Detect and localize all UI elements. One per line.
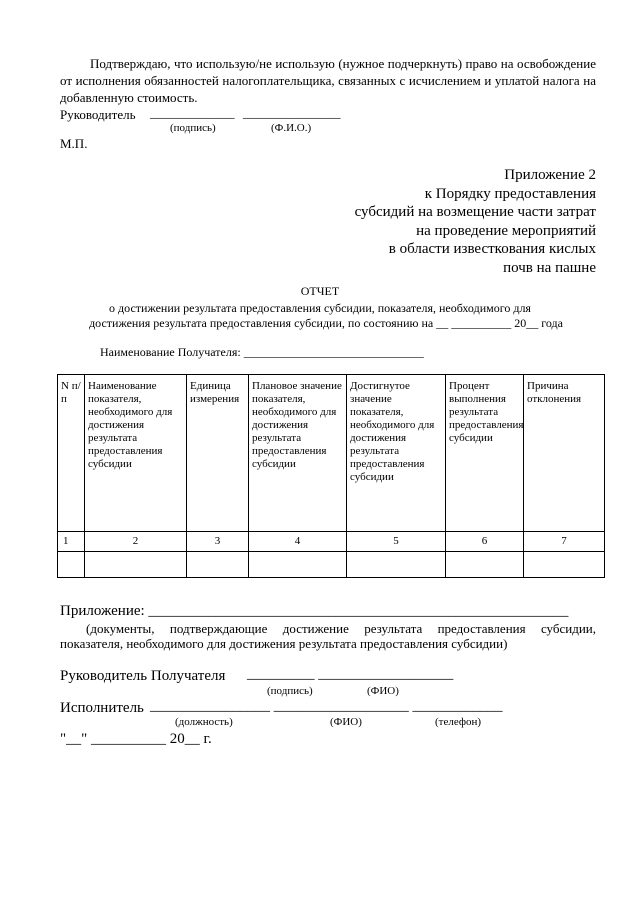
recipient-name-caption: (ФИО) bbox=[367, 685, 399, 697]
table-row bbox=[58, 552, 605, 578]
recipient-head-label: Руководитель Получателя bbox=[60, 668, 226, 684]
appendix-line: Приложение 2 bbox=[504, 167, 596, 183]
table-cell bbox=[347, 552, 446, 578]
header-cell: Единица измерения bbox=[187, 375, 249, 532]
header-cell: Причина отклонения bbox=[524, 375, 605, 532]
header-cell: N п/п bbox=[58, 375, 85, 532]
recipient-head-lines: _________ __________________ bbox=[247, 666, 454, 682]
executor-lines: ________________ __________________ ____________ bbox=[150, 698, 503, 714]
executor-label: Исполнитель bbox=[60, 700, 144, 716]
header-cell: Достигнутое значение показателя, необходимого для достижения результата предоставления субсидии bbox=[347, 375, 446, 532]
date-line: "__" __________ 20__ г. bbox=[60, 731, 212, 747]
report-table bbox=[57, 374, 605, 578]
column-number: 7 bbox=[524, 532, 605, 552]
report-subtitle-line1: о достижении результата предоставления субсидии, показателя, необходимого для bbox=[109, 301, 531, 315]
stamp-label: М.П. bbox=[60, 136, 88, 151]
appendix-line: в области известкования кислых bbox=[388, 241, 596, 258]
header-cell: Процент выполнения результата предоставления субсидии bbox=[446, 375, 524, 532]
head-label: Руководитель bbox=[60, 107, 136, 122]
table-number-row bbox=[58, 532, 605, 552]
phone-caption: (телефон) bbox=[435, 716, 482, 728]
recipient-sign-caption: (подпись) bbox=[267, 685, 313, 697]
executor-name-caption: (ФИО) bbox=[330, 716, 362, 728]
head-sign-line: _____________ bbox=[150, 105, 235, 120]
appendix-line: субсидий на возмещение части затрат bbox=[354, 204, 596, 221]
column-number: 1 bbox=[58, 532, 85, 552]
header-cell: Наименование показателя, необходимого для достижения результата предоставления субсидии bbox=[85, 375, 187, 532]
recipient-name-line: Наименование Получателя: ______________________________ bbox=[100, 345, 424, 359]
table-cell bbox=[249, 552, 347, 578]
sign-caption: (подпись) bbox=[170, 122, 216, 134]
position-caption: (должность) bbox=[175, 716, 233, 728]
column-number: 6 bbox=[446, 532, 524, 552]
appendix-block bbox=[355, 166, 596, 278]
column-number: 4 bbox=[249, 532, 347, 552]
appendix-line: к Порядку предоставления bbox=[424, 185, 596, 202]
attachment-line: Приложение: ________________________________________________________ bbox=[60, 603, 569, 619]
table-header-row bbox=[58, 375, 605, 532]
attachment-note: (документы, подтверждающие достижение результата предоставления субсидии, показателя, необходимого для достижения результата предоставления субсидии) bbox=[60, 621, 596, 651]
column-number: 5 bbox=[347, 532, 446, 552]
table-cell bbox=[524, 552, 605, 578]
appendix-line: почв на пашне bbox=[503, 259, 596, 276]
head-name-line: _______________ bbox=[243, 105, 341, 120]
confirmation-text: Подтверждаю, что использую/не использую (нужное подчеркнуть) право на освобождение от исполнения обязанностей налогоплательщика, связанных с исчислением и уплатой налога на добавленную стоимость. bbox=[60, 56, 596, 105]
table-cell bbox=[187, 552, 249, 578]
table-cell bbox=[58, 552, 85, 578]
name-caption: (Ф.И.О.) bbox=[271, 122, 312, 134]
column-number: 2 bbox=[85, 532, 187, 552]
header-cell: Плановое значение показателя, необходимого для достижения результата предоставления субсидии bbox=[249, 375, 347, 532]
table-cell bbox=[85, 552, 187, 578]
column-number: 3 bbox=[187, 532, 249, 552]
table-cell bbox=[446, 552, 524, 578]
report-subtitle-line2: достижения результата предоставления субсидии, по состоянию на __ __________ 20__ года bbox=[89, 316, 563, 330]
report-title: ОТЧЕТ bbox=[300, 284, 340, 298]
appendix-line: на проведение мероприятий bbox=[416, 222, 596, 239]
